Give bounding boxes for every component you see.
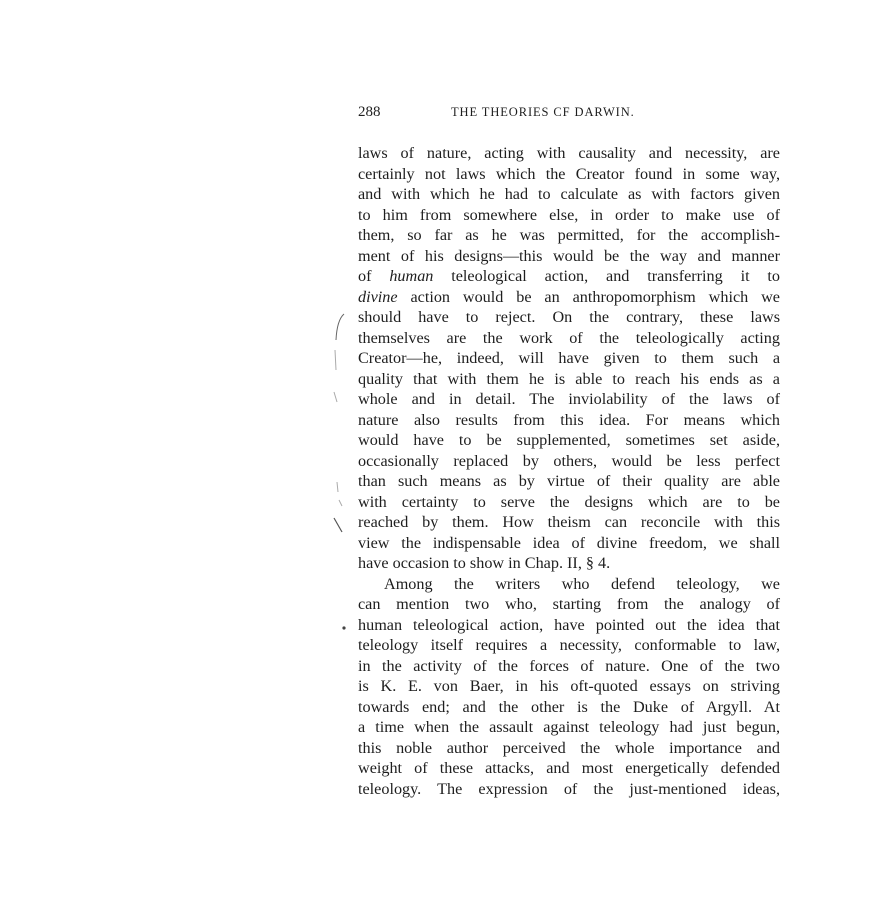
text-line: occasionally replaced by others, would be less perfect (358, 451, 780, 470)
italic-word: human (389, 267, 434, 285)
text-line (358, 287, 780, 308)
margin-pencil-mark (328, 300, 358, 540)
text-line (358, 266, 780, 287)
text-line: have occasion to show in Chap. II, § 4. (358, 554, 611, 572)
text-line: them, so far as he was permitted, for the accomplish- (358, 226, 780, 244)
text-line: nature also results from this idea. For means which (358, 410, 780, 429)
text-line: teleology. The expression of the just-mentioned ideas, (358, 779, 780, 798)
text-line: certainly not laws which the Creator found in some way, (358, 164, 780, 183)
text-line: should have to reject. On the contrary, these laws (358, 308, 780, 326)
text-line: weight of these attacks, and most energetically defended (358, 759, 780, 777)
text-line: is K. E. von Baer, in his oft-quoted essays on striving (358, 677, 780, 695)
text-line: reached by them. How theism can reconcile with this (358, 513, 780, 531)
text-line: view the indispensable idea of divine freedom, we shall (358, 533, 780, 552)
text-line: Among the writers who defend teleology, we (384, 574, 780, 593)
body-text (358, 143, 780, 799)
text-line: and with which he had to calculate as with factors given (358, 185, 780, 203)
text-line: teleology itself requires a necessity, conformable to law, (358, 636, 780, 654)
text-line: whole and in detail. The inviolability of the laws of (358, 390, 780, 408)
text-line: quality that with them he is able to reach his ends as a (358, 369, 780, 388)
text-line: a time when the assault against teleology had just begun, (358, 718, 780, 736)
text-line: Creator—he, indeed, will have given to them such a (358, 349, 780, 367)
text-line: human teleological action, have pointed out the idea that (358, 615, 780, 634)
margin-dot-mark (340, 623, 350, 633)
text-line: towards end; and the other is the Duke of Argyll. At (358, 697, 780, 716)
text-line: this noble author perceived the whole importance and (358, 738, 780, 757)
text-line: to him from somewhere else, in order to make use of (358, 205, 780, 224)
text-segment: action would be an anthropomorphism which we (397, 287, 780, 306)
page-number: 288 (358, 104, 381, 120)
text-line: can mention two who, starting from the analogy of (358, 595, 780, 613)
page-header (358, 104, 780, 126)
text-line: would have to be supplemented, sometimes set aside, (358, 431, 780, 449)
text-line: themselves are the work of the teleologically acting (358, 328, 780, 347)
running-title: THE THEORIES CF DARWIN. (451, 105, 635, 119)
text-line: ment of his designs—this would be the way and manner (358, 246, 780, 265)
italic-word: divine (358, 287, 398, 306)
text-segment: teleological action, and transferring it to (433, 267, 781, 285)
text-line: in the activity of the forces of nature. One of the two (358, 656, 780, 675)
text-line: with certainty to serve the designs which are to be (358, 492, 780, 511)
text-segment: of (358, 267, 390, 285)
text-line: than such means as by virtue of their quality are able (358, 472, 780, 490)
text-line: laws of nature, acting with causality and necessity, are (358, 144, 780, 162)
